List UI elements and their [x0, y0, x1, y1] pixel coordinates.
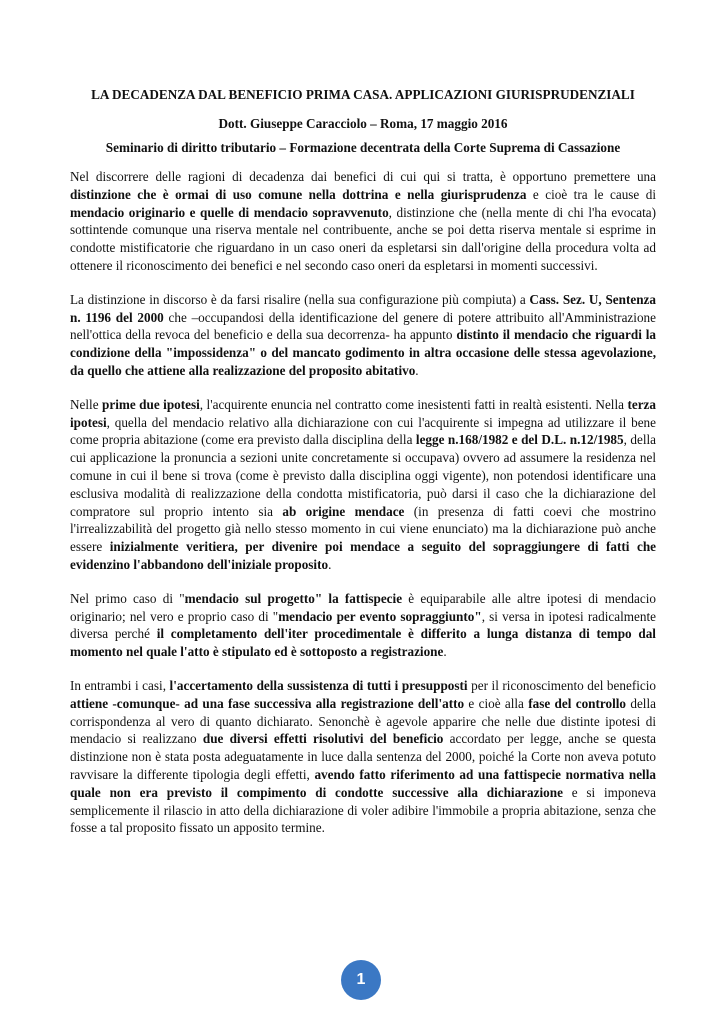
document-title: LA DECADENZA DAL BENEFICIO PRIMA CASA. APPLICAZIONI GIURISPRUDENZIALI: [91, 87, 635, 102]
paragraph: La distinzione in discorso è da farsi risalire (nella sua configurazione più compiuta) a Cass. Sez. U, Sentenza n. 1196 del 2000 che –occupandosi della identificazione del genere di potere attribuito all'Amministrazione nell'ottica della revoca del beneficio e della sua decorrenza- ha appunto distinto il mendacio che riguardi la condizione della "impossidenza" o del mancato godimento in altra occasione delle stessa agevolazione, da quello che attiene alla realizzazione del proposito abitativo.: [70, 291, 657, 378]
bold-run: ab origine mendace: [282, 503, 405, 519]
bold-run: legge n.168/1982 e del D.L. n.12/1985: [415, 432, 624, 448]
bold-run: attiene -comunque- ad una fase successiva alla registrazione dell'atto: [70, 695, 465, 711]
page-number-badge: 1: [341, 960, 381, 1000]
bold-run: Cass. Sez. U, Sentenza n. 1196 del 2000: [70, 291, 656, 325]
bold-run: due diversi effetti risolutivi del beneficio: [202, 731, 444, 747]
bold-run: mendacio sul progetto" la fattispecie: [184, 590, 403, 606]
bold-run: il completamento dell'iter procedimentale è differito a lunga distanza di tempo dal momento nel quale l'atto è stipulato ed è sottoposto a registrazione: [70, 626, 656, 660]
bold-run: avendo fatto riferimento ad una fattispecie normativa nella quale non era previsto il compimento di condotte successive alla dichiarazione: [70, 766, 656, 800]
bold-run: mendacio originario e quelle di mendacio sopravvenuto: [70, 204, 389, 220]
document-body: [70, 168, 656, 853]
paragraph: Nel discorrere delle ragioni di decadenza dai benefici di cui qui si tratta, è opportuno premettere una distinzione che è ormai di uso comune nella dottrina e nella giurisprudenza e cioè tra le cause di mendacio originario e quelle di mendacio sopravvenuto, distinzione che (nella mente di chi l'ha evocata) sottintende comunque una riserva mentale nel contribuente, anche se poi detta riserva mentale si esprime in condotte mistificatorie che riguardano in un caso oneri da espletarsi sin dall'origine della procedura volta ad ottenere il riconoscimento dei benefici e nel secondo caso oneri da espletarsi in momenti successivi.: [70, 169, 657, 273]
author-line: Dott. Giuseppe Caracciolo – Roma, 17 maggio 2016: [218, 116, 508, 131]
bold-run: l'accertamento della sussistenza di tutti i presupposti: [169, 677, 468, 693]
paragraph: Nelle prime due ipotesi, l'acquirente enuncia nel contratto come inesistenti fatti in realtà esistenti. Nella terza ipotesi, quella del mendacio relativo alla dichiarazione con cui l'acquirente si impegna ad utilizzare il bene come propria abitazione (come era previsto dalla disciplina della legge n.168/1982 e del D.L. n.12/1985, della cui applicazione la pronuncia a sezioni unite concretamente si occupava) ovvero ad assumere la residenza nel comune in cui il bene si trova (come è previsto dalla disciplina oggi vigente), non potendosi identificare una esclusiva modalità di realizzazione della condotta mistificatoria, può darsi il caso che la dichiarazione del compratore sul proprio intento sia ab origine mendace (in presenza di fatti coevi che mostrino l'irrealizzabilità del progetto già nello stesso momento in cui viene enunciato) ma la dichiarazione può anche essere inizialmente veritiera, per divenire poi mendace a seguito del sopraggiungere di fatti che evidenzino l'abbandono dell'iniziale proposito.: [70, 396, 656, 572]
bold-run: distinto il mendacio che riguardi la condizione della "impossidenza" o del mancato godimento in altra occasione delle stessa agevolazione, da quello che attiene alla realizzazione del proposito abitativo: [70, 327, 657, 378]
bold-run: mendacio per evento sopraggiunto": [278, 608, 482, 624]
bold-run: fase del controllo: [528, 695, 627, 711]
seminar-line: Seminario di diritto tributario – Formazione decentrata della Corte Suprema di Cassazione: [105, 140, 621, 155]
bold-run: terza ipotesi: [70, 396, 656, 430]
bold-run: inizialmente veritiera, per divenire poi mendace a seguito del sopraggiungere di fatti che evidenzino l'abbandono dell'iniziale proposito: [70, 539, 656, 572]
paragraph: Nel primo caso di "mendacio sul progetto" la fattispecie è equiparabile alle altre ipotesi di mendacio originario; nel vero e proprio caso di "mendacio per evento sopraggiunto", si versa in ipotesi radicalmente diversa perché il completamento dell'iter procedimentale è differito a lunga distanza di tempo dal momento nel quale l'atto è stipulato ed è sottoposto a registrazione.: [70, 590, 656, 660]
bold-run: distinzione che è ormai di uso comune nella dottrina e nella giurisprudenza: [70, 186, 527, 202]
bold-run: prime due ipotesi: [102, 396, 200, 412]
paragraph: In entrambi i casi, l'accertamento della sussistenza di tutti i presupposti per il riconoscimento del beneficio attiene -comunque- ad una fase successiva alla registrazione dell'atto e cioè alla fase del controllo della corrispondenza al vero di quanto dichiarato. Senonchè è agevole apparire che nelle due distinte ipotesi di mendacio si realizzano due diversi effetti risolutivi del beneficio accordato per legge, anche se questa distinzione non è stata posta adeguatamente in luce dalla sentenza del 2000, poiché la Corte non aveva potuto ravvisare la differente tipologia degli effetti, avendo fatto riferimento ad una fattispecie normativa nella quale non era previsto il compimento di condotte successive alla dichiarazione e si imponeva semplicemente il rilascio in atto della dichiarazione di voler adibire l'immobile a propria abitazione, senza che fosse a tal proposito fissato un apposito termine.: [70, 677, 657, 836]
